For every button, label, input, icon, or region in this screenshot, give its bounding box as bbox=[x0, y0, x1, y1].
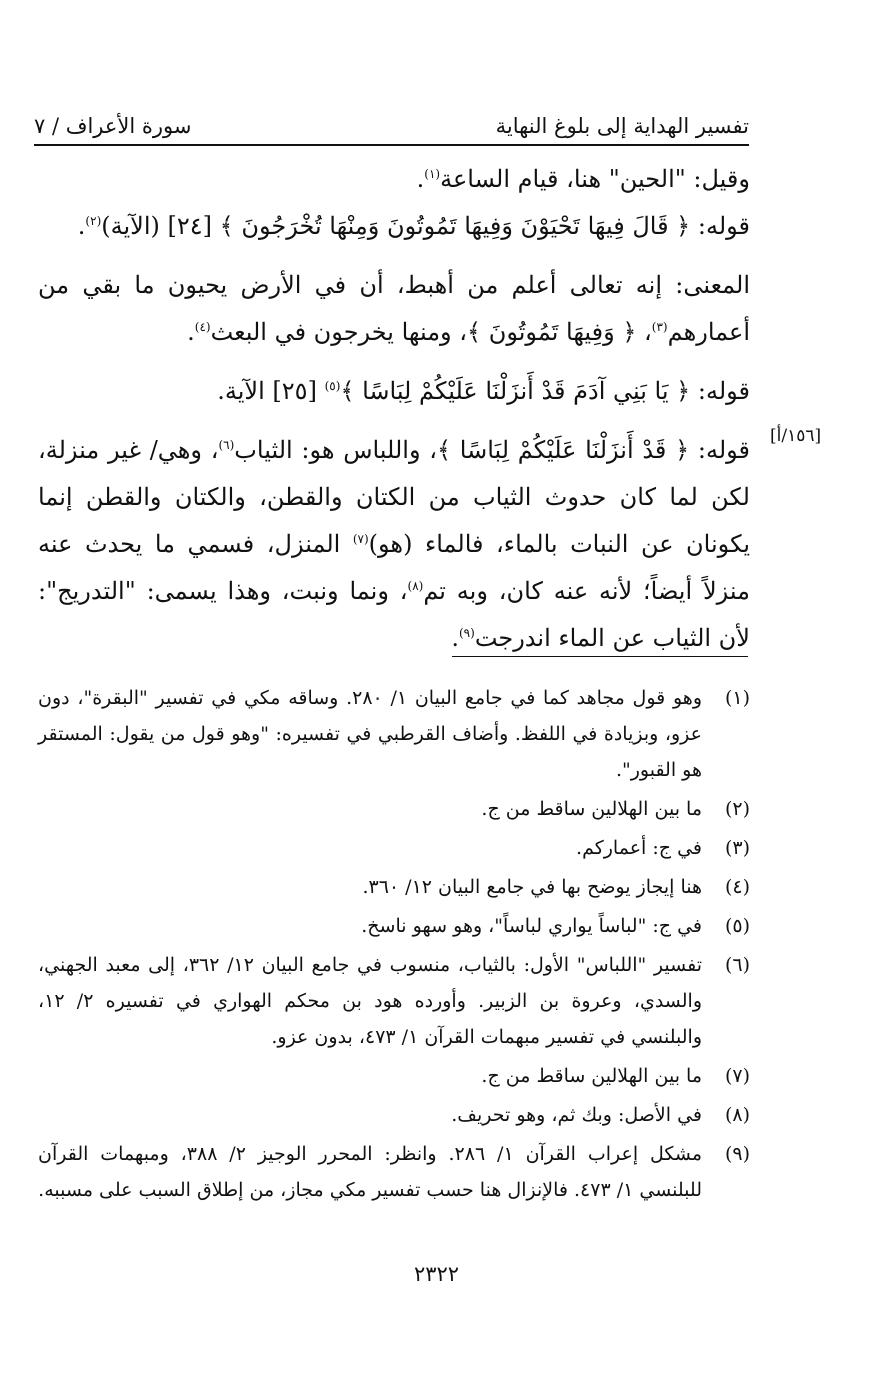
book-title: تفسير الهداية إلى بلوغ النهاية bbox=[495, 114, 749, 138]
footnote-text: وهو قول مجاهد كما في جامع البيان ١/ ٢٨٠. وساقه مكي في تفسير "البقرة"، دون عزو، وبزيادة في اللفظ. وأضاف القرطبي في تفسيره: "وهو قول من يقول: المستقر هو القبور". bbox=[38, 687, 702, 781]
header-rule bbox=[34, 144, 749, 146]
footnote-number: (٤) bbox=[724, 876, 750, 898]
main-text bbox=[38, 156, 750, 662]
quran-verse: ﴿ قَدْ أَنزَلْنَا عَلَيْكُمْ لِبَاسًا ﴾ bbox=[437, 436, 690, 464]
surah-label: سورة الأعراف / ٧ bbox=[34, 114, 192, 138]
running-header bbox=[34, 96, 749, 142]
footnote-text: ما بين الهلالين ساقط من ج. bbox=[481, 1065, 702, 1087]
footnote bbox=[38, 791, 750, 827]
footnote bbox=[38, 830, 750, 866]
footnote-ref: (٢) bbox=[85, 214, 102, 228]
footnote-ref: (٩) bbox=[458, 626, 475, 640]
footnote-text: تفسير "اللباس" الأول: بالثياب، منسوب في جامع البيان ١٢/ ٣٦٢، إلى معبد الجهني، والسدي، وعروة بن الزبير. وأورده هود بن محكم الهواري في تفسيره ٢/ ١٢، والبلنسي في تفسير مبهمات القرآن ١/ ٤٧٣، بدون عزو. bbox=[38, 954, 703, 1048]
footnote bbox=[38, 869, 750, 905]
footnote-ref: (٣) bbox=[651, 320, 668, 334]
footnote-number: (٣) bbox=[724, 837, 750, 859]
footnote bbox=[38, 947, 750, 1055]
footnote-number: (٩) bbox=[724, 1143, 750, 1165]
footnote bbox=[38, 1058, 750, 1094]
quran-verse: ، ﴿ وَفِيهَا تَمُوتُونَ ﴾ bbox=[467, 318, 652, 346]
footnotes bbox=[38, 680, 750, 1211]
footnote-text: هنا إيجاز يوضح بها في جامع البيان ١٢/ ٣٦٠. bbox=[362, 876, 702, 898]
quran-verse: ﴿ قَالَ فِيهَا تَحْيَوْنَ وَفِيهَا تَمُوتُونَ وَمِنْهَا تُخْرَجُونَ ﴾ bbox=[219, 212, 691, 240]
footnote-separator bbox=[452, 656, 748, 657]
page-number: ٢٣٢٢ bbox=[413, 1262, 460, 1286]
footnote-number: (٦) bbox=[724, 954, 750, 976]
footnote-ref: (٨) bbox=[407, 579, 424, 593]
footnote bbox=[38, 1136, 750, 1208]
quran-verse: ﴿ يَا بَنِي آدَمَ قَدْ أَنزَلْنَا عَلَيْكُمْ لِبَاسًا ﴾ bbox=[340, 377, 691, 405]
footnote-number: (٧) bbox=[724, 1065, 750, 1087]
footnote-number: (١) bbox=[724, 687, 750, 709]
footnote bbox=[38, 680, 750, 788]
paragraph-5: قوله: ﴿ قَدْ أَنزَلْنَا عَلَيْكُمْ لِبَاسًا ﴾، واللباس هو: الثياب$^{(٦)}$، وهي/ غير منزلة، لكن لما كان حدوث الثياب من الكتان والقطن، والكتان والقطن إنما يكونان عن النبات بالماء، فالماء (هو)$^{(٧)}$ المنزل، فسمي ما يحدث عنه منزلاً أيضاً؛ لأنه عنه كان، وبه تم$^{(٨)}$، ونما ونبت، وهذا يسمى: "التدريج": لأن الثياب عن الماء اندرجت$^{(٩)}$. bbox=[38, 436, 751, 652]
footnote bbox=[38, 908, 750, 944]
footnote-ref: (٥) bbox=[324, 379, 341, 393]
paragraph-1: وقيل: "الحين" هنا، قيام الساعة$^{(١)}$. bbox=[416, 165, 750, 193]
footnote-text: في الأصل: وبك ثم، وهو تحريف. bbox=[451, 1104, 702, 1126]
footnote-number: (٥) bbox=[724, 915, 750, 937]
footnote-text: في ج: "لباساً يواري لباساً"، وهو سهو ناسخ. bbox=[361, 915, 702, 937]
paragraph-4: قوله: ﴿ يَا بَنِي آدَمَ قَدْ أَنزَلْنَا عَلَيْكُمْ لِبَاسًا ﴾$^{(٥)}$ [٢٥] الآية. bbox=[217, 377, 750, 405]
footnote-ref: (٦) bbox=[218, 438, 235, 452]
footnote-text: ما بين الهلالين ساقط من ج. bbox=[481, 798, 702, 820]
footnote-ref: (٤) bbox=[194, 320, 211, 334]
paragraph-3: المعنى: إنه تعالى أعلم من أهبط، أن في الأرض يحيون ما بقي من أعمارهم$^{(٣)}$، ﴿ وَفِيهَا تَمُوتُونَ ﴾، ومنها يخرجون في البعث$^{(٤)}$. bbox=[38, 271, 750, 346]
manuscript-folio-note: [١٥٦/أ] bbox=[770, 426, 822, 446]
footnote-number: (٢) bbox=[724, 798, 750, 820]
footnote bbox=[38, 1097, 750, 1133]
footnote-ref: (٧) bbox=[352, 532, 369, 546]
footnote-number: (٨) bbox=[724, 1104, 750, 1126]
footnote-ref: (١) bbox=[424, 167, 441, 181]
footnote-text: في ج: أعماركم. bbox=[576, 837, 702, 859]
paragraph-2: قوله: ﴿ قَالَ فِيهَا تَحْيَوْنَ وَفِيهَا تَمُوتُونَ وَمِنْهَا تُخْرَجُونَ ﴾ [٢٤] (الآية)$^{(٢)}$. bbox=[77, 212, 750, 240]
footnote-text: مشكل إعراب القرآن ١/ ٢٨٦. وانظر: المحرر الوجيز ٢/ ٣٨٨، ومبهمات القرآن للبلنسي ١/ ٤٧٣. فالإنزال هنا حسب تفسير مكي مجاز، من إطلاق السبب على مسببه. bbox=[38, 1143, 702, 1201]
